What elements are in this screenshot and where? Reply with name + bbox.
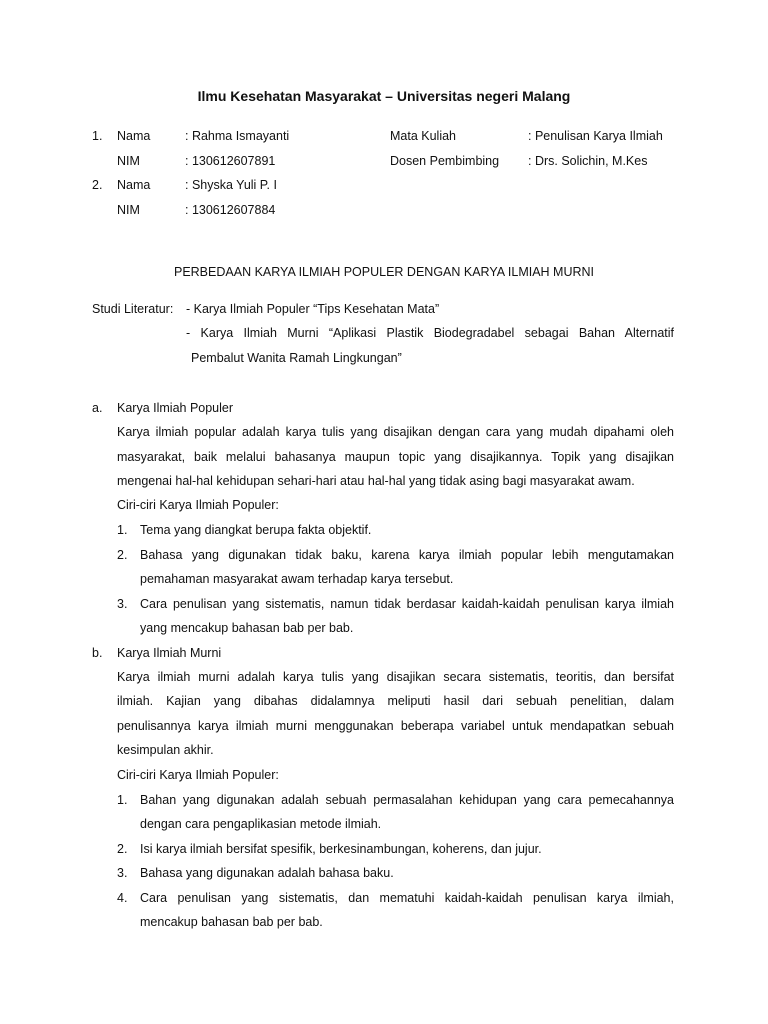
page-title: Ilmu Kesehatan Masyarakat – Universitas negeri Malang [197, 88, 571, 104]
section-b-paragraph-line: kesimpulan akhir. [117, 743, 214, 757]
list-item-text: Cara penulisan yang sistematis, dan mematuhi kaidah-kaidah penulisan karya ilmiah, [140, 891, 674, 905]
list-item-number: 3. [117, 866, 128, 880]
section-a-paragraph-line: mengenai hal-hal kehidupan sehari-hari atau hal-hal yang tidak asing bagi masyarakat awam. [117, 474, 635, 488]
studi-literatur-label: Studi Literatur: [92, 302, 174, 316]
list-item-text: Bahasa yang digunakan adalah bahasa baku. [140, 866, 394, 880]
section-b-letter: b. [92, 646, 103, 660]
section-b-ciri-label: Ciri-ciri Karya Ilmiah Populer: [117, 768, 279, 782]
section-b-paragraph-line: Karya ilmiah murni adalah karya tulis yang disajikan secara sistematis, teoritis, dan bersifat [117, 670, 674, 684]
section-a-paragraph-line: Karya ilmiah popular adalah karya tulis yang disajikan dengan cara yang mudah dipahami oleh [117, 425, 674, 439]
student-1-number: 1. [92, 129, 103, 143]
lecturer-label: Dosen Pembimbing [390, 154, 500, 168]
student-1-name-label: Nama [117, 129, 151, 143]
section-b-paragraph-line: penulisannya karya ilmiah murni menggunakan beberapa variabel untuk mendapatkan sebuah [117, 719, 674, 733]
lecturer-value: : Drs. Solichin, M.Kes [528, 154, 648, 168]
list-item-number: 1. [117, 523, 128, 537]
list-item-text: yang mencakup bahasan bab per bab. [140, 621, 354, 635]
student-1-name-value: : Rahma Ismayanti [185, 129, 290, 143]
course-value: : Penulisan Karya Ilmiah [528, 129, 663, 143]
section-a-paragraph-line: masyarakat, baik melalui bahasanya maupun topic yang disajikannya. Topik yang disajikan [117, 450, 674, 464]
student-2-nim-value: : 130612607884 [185, 203, 276, 217]
student-1-nim-value: : 130612607891 [185, 154, 276, 168]
section-b-paragraph-line: ilmiah. Kajian yang dibahas didalamnya meliputi hasil dari sebuah penelitian, dalam [117, 694, 674, 708]
section-a-ciri-label: Ciri-ciri Karya Ilmiah Populer: [117, 498, 279, 512]
section-b-heading: Karya Ilmiah Murni [117, 646, 222, 660]
studi-literatur-item-1: - Karya Ilmiah Populer “Tips Kesehatan Mata” [186, 302, 440, 316]
list-item-text: Bahasa yang digunakan tidak baku, karena karya ilmiah popular lebih mengutamakan [140, 548, 674, 562]
list-item-text: pemahaman masyarakat awam terhadap karya tersebut. [140, 572, 454, 586]
list-item-text: Tema yang diangkat berupa fakta objektif. [140, 523, 372, 537]
list-item-text: Bahan yang digunakan adalah sebuah permasalahan kehidupan yang cara pemecahannya [140, 793, 674, 807]
list-item-number: 2. [117, 548, 128, 562]
list-item-number: 4. [117, 891, 128, 905]
student-2-name-value: : Shyska Yuli P. I [185, 178, 277, 192]
list-item-number: 2. [117, 842, 128, 856]
section-a-heading: Karya Ilmiah Populer [117, 401, 234, 415]
list-item-text: mencakup bahasan bab per bab. [140, 915, 323, 929]
studi-literatur-item-2-line-2: Pembalut Wanita Ramah Lingkungan” [191, 351, 402, 365]
student-1-nim-label: NIM [117, 154, 140, 168]
student-2-nim-label: NIM [117, 203, 140, 217]
course-label: Mata Kuliah [390, 129, 457, 143]
list-item-text: Isi karya ilmiah bersifat spesifik, berkesinambungan, koherens, dan jujur. [140, 842, 542, 856]
list-item-number: 1. [117, 793, 128, 807]
list-item-text: dengan cara pengaplikasian metode ilmiah. [140, 817, 382, 831]
section-a-letter: a. [92, 401, 103, 415]
studi-literatur-item-2-line-1: - Karya Ilmiah Murni “Aplikasi Plastik Biodegradabel sebagai Bahan Alternatif [186, 326, 674, 340]
document-title: PERBEDAAN KARYA ILMIAH POPULER DENGAN KARYA ILMIAH MURNI [173, 265, 595, 279]
student-2-name-label: Nama [117, 178, 151, 192]
list-item-text: Cara penulisan yang sistematis, namun tidak berdasar kaidah-kaidah penulisan karya ilmiah [140, 597, 674, 611]
student-2-number: 2. [92, 178, 103, 192]
list-item-number: 3. [117, 597, 128, 611]
